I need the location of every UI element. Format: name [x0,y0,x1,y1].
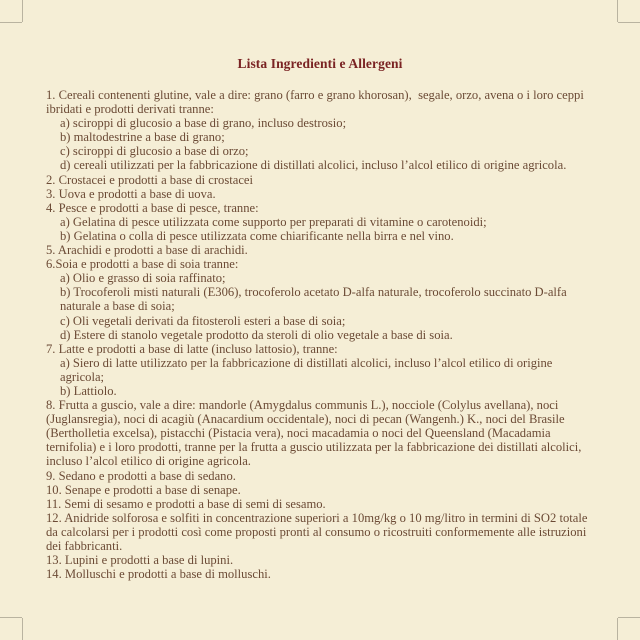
list-subitem: b) maltodestrine a base di grano; [60,130,225,145]
list-item: 3. Uova e prodotti a base di uova. [46,186,216,201]
list-item: 7. Latte e prodotti a base di latte (incluso lattosio), tranne: [46,341,338,356]
list-item: 14. Molluschi e prodotti a base di molluschi. [46,567,271,582]
list-item: 5. Arachidi e prodotti a base di arachidi. [46,243,248,258]
list-item: 6.Soia e prodotti a base di soia tranne: [46,257,239,272]
page-title: Lista Ingredienti e Allergeni [237,56,403,71]
list-item: 11. Semi di sesamo e prodotti a base di semi di sesamo. [46,496,326,511]
list-subitem: c) sciroppi di glucosio a base di orzo; [60,144,249,159]
list-item: 4. Pesce e prodotti a base di pesce, tranne: [46,200,259,215]
list-item: 8. Frutta a guscio, vale a dire: mandorle (Amygdalus communis L.), nocciole (Colylus avellana), noci (Juglansregia), noci di acagiù (Anacardium occidentale), noci di pecan (Wangenh.) K., noci del Brasile (Bertholletia excelsa), pistacchi (Pistacia vera), noci macadamia o noci del Queensland (Macadamia ternifolia) e i loro prodotti, tranne per la frutta a guscio utilizzata per la fabbricazione dei distillati alcolici, incluso l’alcol etilico di origine agricola. [46,398,585,469]
list-subitem: a) Siero di latte utilizzato per la fabbricazione di distillati alcolici, incluso l’alcol etilico di origine agricola; [60,355,556,384]
list-item: 13. Lupini e prodotti a base di lupini. [46,553,234,568]
title-body-spacer [46,72,594,88]
list-subitem: c) Oli vegetali derivati da fitosteroli esteri a base di soia; [60,313,346,328]
list-subitem: a) Gelatina di pesce utilizzata come supporto per preparati di vitamine o carotenoidi; [60,214,487,229]
list-subitem: d) Estere di stanolo vegetale prodotto da steroli di olio vegetale a base di soia. [60,327,453,342]
list-subitem: a) sciroppi di glucosio a base di grano, incluso destrosio; [60,116,347,131]
list-subitem: b) Lattiolo. [60,383,117,398]
list-subitem: d) cereali utilizzati per la fabbricazione di distillati alcolici, incluso l’alcol etilico di origine agricola. [60,158,567,173]
list-item: 2. Crostacei e prodotti a base di crostacei [46,172,254,187]
list-item: 12. Anidride solforosa e solfiti in concentrazione superiori a 10mg/kg o 10 mg/litro in termini di SO2 totale da calcolarsi per i prodotti così come proposti pronti al consumo o ricostruiti conformemente alle istruzioni dei fabbricanti. [46,510,591,553]
list-item: 9. Sedano e prodotti a base di sedano. [46,468,236,483]
list-item: 10. Senape e prodotti a base di senape. [46,482,241,497]
allergen-list [46,88,594,581]
list-item: 1. Cereali contenenti glutine, vale a dire: grano (farro e grano khorosan), segale, orzo, avena o i loro ceppi ibridati e prodotti derivati tranne: [46,88,587,117]
list-subitem: b) Trocoferoli misti naturali (E306), trocoferolo acetato D-alfa naturale, trocoferolo succinato D-alfa naturale a base di soia; [60,285,570,314]
list-subitem: b) Gelatina o colla di pesce utilizzata come chiarificante nella birra e nel vino. [60,228,454,243]
list-subitem: a) Olio e grasso di soia raffinato; [60,271,226,286]
